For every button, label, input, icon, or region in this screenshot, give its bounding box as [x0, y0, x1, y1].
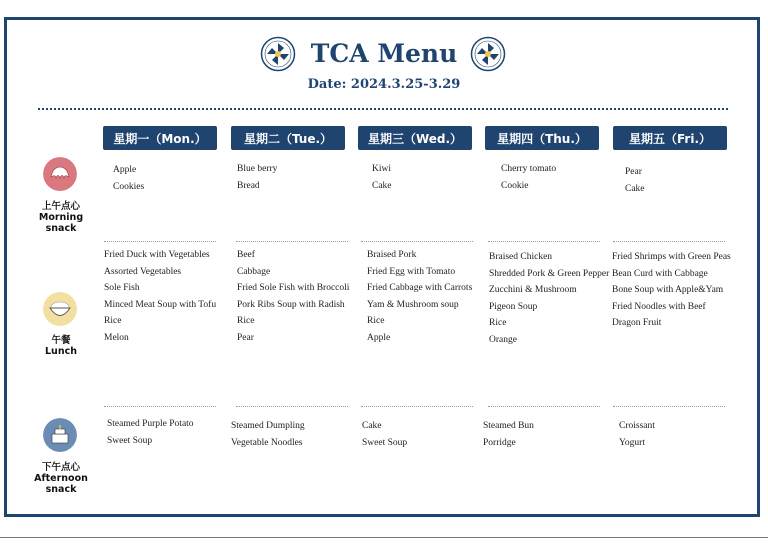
menu-item: Cake: [362, 421, 382, 431]
category-zh: 下午点心: [41, 462, 80, 473]
row-divider: [613, 241, 725, 242]
day-header-tue: 星期二（Tue.）: [231, 126, 345, 150]
category-label-lunch: [31, 335, 91, 357]
row-divider: [613, 406, 725, 407]
menu-item: Fried Cabbage with Carrots: [367, 283, 473, 293]
row-divider: [236, 406, 348, 407]
category-en: snack: [45, 223, 77, 234]
menu-item: Beef: [237, 250, 255, 260]
category-zh: 午餐: [51, 335, 71, 346]
rice-bowl-icon: [43, 292, 77, 326]
category-zh: 上午点心: [41, 201, 80, 212]
menu-item: Steamed Bun: [483, 421, 534, 431]
menu-item: Fried Shrimps with Green Peas: [612, 252, 731, 262]
menu-cell-morning-thu: [501, 161, 556, 194]
menu-cell-morning-mon: [113, 162, 144, 195]
day-header-wed: 星期三（Wed.）: [358, 126, 472, 150]
menu-cell-lunch-fri: [612, 249, 731, 332]
category-en: Morning: [38, 212, 84, 223]
menu-item: Cookie: [501, 180, 529, 191]
menu-item: Bread: [237, 180, 260, 191]
day-header-thu: 星期四（Thu.）: [485, 126, 599, 150]
menu-item: Fried Noodles with Beef: [612, 301, 706, 312]
menu-item: Minced Meat Soup with Tofu: [104, 299, 217, 310]
menu-item: Cake: [372, 180, 392, 191]
croissant-icon: [43, 157, 77, 191]
menu-item: Bone Soup with Apple&Yam: [612, 285, 724, 295]
menu-item: Shredded Pork & Green Pepper: [489, 268, 610, 279]
menu-cell-morning-tue: [237, 161, 277, 194]
cake-icon: [43, 418, 77, 452]
menu-item: Sweet Soup: [107, 435, 153, 446]
row-divider: [488, 406, 600, 407]
menu-cell-afternoon-mon: [107, 416, 194, 449]
menu-item: Yam & Mushroom soup: [367, 299, 459, 310]
category-en: Afternoon: [34, 473, 88, 484]
category-en: snack: [45, 484, 77, 495]
menu-item: Rice: [367, 316, 385, 326]
menu-item: Kiwi: [372, 164, 391, 174]
category-en: Lunch: [45, 346, 77, 357]
menu-item: Braised Chicken: [489, 252, 553, 262]
menu-item: Croissant: [619, 421, 655, 431]
menu-title: TCA Menu: [310, 39, 458, 68]
menu-cell-morning-wed: [372, 161, 392, 194]
menu-item: Vegetable Noodles: [231, 437, 303, 448]
menu-item: Steamed Purple Potato: [107, 419, 194, 429]
menu-item: Cabbage: [237, 266, 271, 277]
menu-item: Orange: [489, 334, 517, 345]
menu-item: Yogurt: [619, 437, 645, 448]
menu-item: Blue berry: [237, 164, 278, 174]
row-divider: [361, 406, 473, 407]
menu-cell-afternoon-thu: [483, 418, 534, 451]
header-divider: [38, 108, 728, 110]
day-header-fri: 星期五（Fri.）: [613, 126, 727, 150]
menu-item: Apple: [367, 332, 391, 343]
page-bottom-line: [0, 537, 768, 538]
menu-item: Fried Egg with Tomato: [367, 266, 456, 277]
menu-item: Cookies: [113, 181, 145, 192]
menu-item: Rice: [104, 316, 122, 326]
menu-item: Apple: [113, 165, 137, 175]
menu-item: Rice: [489, 318, 507, 328]
row-divider: [236, 241, 348, 242]
menu-item: Cake: [625, 183, 645, 194]
menu-item: Dragon Fruit: [612, 318, 662, 328]
menu-item: Fried Sole Fish with Broccoli: [237, 283, 350, 293]
menu-item: Sweet Soup: [362, 437, 408, 448]
menu-item: Pork Ribs Soup with Radish: [237, 299, 345, 310]
menu-cell-afternoon-fri: [619, 418, 655, 451]
menu-item: Pear: [625, 167, 642, 177]
menu-cell-morning-fri: [625, 164, 645, 197]
menu-item: Zucchini & Mushroom: [489, 285, 577, 295]
category-label-morning: [31, 201, 91, 234]
menu-item: Cherry tomato: [501, 164, 557, 174]
menu-item: Porridge: [483, 437, 516, 448]
menu-item: Pigeon Soup: [489, 301, 538, 312]
menu-cell-lunch-thu: [489, 249, 609, 348]
menu-item: Steamed Dumpling: [231, 421, 305, 431]
menu-cell-lunch-mon: [104, 247, 216, 346]
menu-cell-afternoon-wed: [362, 418, 407, 451]
menu-cell-lunch-wed: [367, 247, 472, 346]
menu-item: Pear: [237, 332, 254, 343]
menu-cell-afternoon-tue: [231, 418, 305, 451]
menu-item: Rice: [237, 316, 255, 326]
row-divider: [488, 241, 600, 242]
menu-item: Braised Pork: [367, 250, 417, 260]
menu-cell-lunch-tue: [237, 247, 349, 346]
menu-item: Fried Duck with Vegetables: [104, 250, 210, 260]
menu-item: Sole Fish: [104, 283, 140, 293]
day-header-mon: 星期一（Mon.）: [103, 126, 217, 150]
row-divider: [104, 406, 216, 407]
menu-date: Date: 2024.3.25-3.29: [307, 77, 461, 92]
menu-item: Bean Curd with Cabbage: [612, 268, 708, 279]
menu-item: Assorted Vegetables: [104, 266, 182, 277]
menu-item: Melon: [104, 332, 129, 343]
row-divider: [104, 241, 216, 242]
category-label-afternoon: [31, 462, 91, 495]
row-divider: [361, 241, 473, 242]
